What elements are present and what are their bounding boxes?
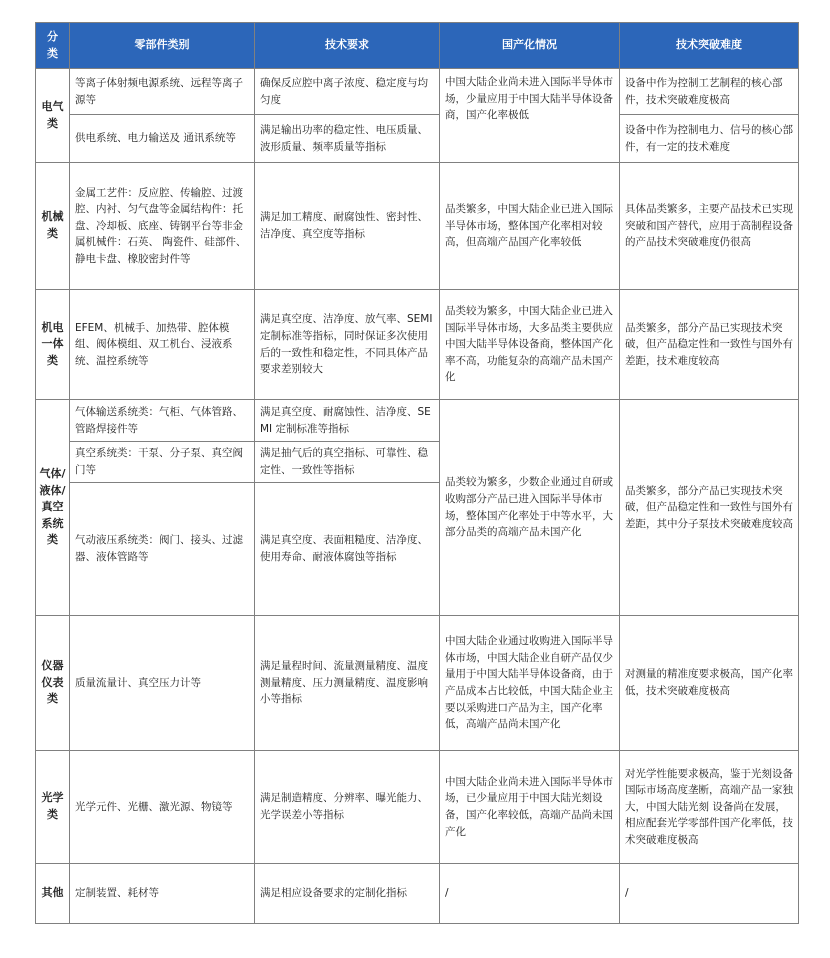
header-category: 分类 — [36, 23, 70, 69]
difficulty-cell: 设备中作为控制电力、信号的核心部件，有一定的技术难度 — [620, 115, 799, 163]
requirement-cell: 满足加工精度、耐腐蚀性、密封性、洁净度、真空度等指标 — [255, 163, 440, 290]
part-cell: 供电系统、电力输送及 通讯系统等 — [70, 115, 255, 163]
part-cell: 质量流量计、真空压力计等 — [70, 616, 255, 751]
requirement-cell: 满足真空度、表面粗糙度、洁净度、使用寿命、耐液体腐蚀等指标 — [255, 483, 440, 616]
category-instruments: 仪器仪表类 — [36, 616, 70, 751]
header-localization: 国产化情况 — [440, 23, 620, 69]
header-part-type: 零部件类别 — [70, 23, 255, 69]
part-cell: 定制装置、耗材等 — [70, 864, 255, 924]
part-cell: 气体输送系统类：气柜、气体管路、管路焊接件等 — [70, 400, 255, 442]
category-optical: 光学类 — [36, 751, 70, 864]
table-row — [36, 616, 799, 751]
requirement-cell: 满足真空度、洁净度、放气率、SEMI 定制标准等指标，同时保证多次使用后的一致性和稳定性，不同具体产品要求差别较大 — [255, 290, 440, 400]
localization-cell: 品类较为繁多，中国大陆企业已进入国际半导体市场，大多品类主要供应中国大陆半导体设备商，整体国产化率不高，功能复杂的高端产品未国产化 — [440, 290, 620, 400]
localization-cell: / — [440, 864, 620, 924]
part-cell: 气动液压系统类：阀门、接头、过滤器、液体管路等 — [70, 483, 255, 616]
localization-cell: 中国大陆企业通过收购进入国际半导体市场，中国大陆企业自研产品仅少量用于中国大陆半导体设备商，由于产品成本占比较低，中国大陆企业主要以采购进口产品为主，国产化率低，高端产品尚未国产化 — [440, 616, 620, 751]
localization-cell: 品类较为繁多，少数企业通过自研或收购部分产品已进入国际半导体市场，整体国产化率处于中等水平，大部分品类的高端产品未国产化 — [440, 400, 620, 616]
part-cell: 等离子体射频电源系统、远程等离子源等 — [70, 69, 255, 115]
category-gas-liquid-vacuum: 气体/液体/真空系统类 — [36, 400, 70, 616]
requirement-cell: 满足相应设备要求的定制化指标 — [255, 864, 440, 924]
table-row — [36, 69, 799, 115]
difficulty-cell: 对测量的精准度要求极高，国产化率低，技术突破难度极高 — [620, 616, 799, 751]
parts-table — [35, 22, 799, 924]
category-other: 其他 — [36, 864, 70, 924]
requirement-cell: 满足抽气后的真空指标、可靠性、稳定性、一致性等指标 — [255, 442, 440, 483]
header-row — [36, 23, 799, 69]
table-row — [36, 163, 799, 290]
table-row — [36, 864, 799, 924]
difficulty-cell: / — [620, 864, 799, 924]
part-cell: EFEM、机械手、加热带、腔体模组、阀体模组、双工机台、浸液系统、温控系统等 — [70, 290, 255, 400]
table-row — [36, 115, 799, 163]
localization-cell: 中国大陆企业尚未进入国际半导体市场，少量应用于中国大陆半导体设备商，国产化率极低 — [440, 69, 620, 163]
category-electromechanical: 机电一体类 — [36, 290, 70, 400]
part-cell: 金属工艺件：反应腔、传输腔、过渡腔、内衬、匀气盘等金属结构件：托盘、冷却板、底座、铸钢平台等非金属机械件：石英、 陶瓷件、硅部件、静电卡盘、橡胶密封件等 — [70, 163, 255, 290]
part-cell: 光学元件、光栅、激光源、物镜等 — [70, 751, 255, 864]
table-row — [36, 751, 799, 864]
parts-table-wrapper — [35, 22, 798, 924]
difficulty-cell: 对光学性能要求极高，鉴于光刻设备国际市场高度垄断，高端产品一家独大，中国大陆光刻 设备尚在发展，相应配套光学零部件国产化率低，技术突破难度极高 — [620, 751, 799, 864]
requirement-cell: 确保反应腔中离子浓度、稳定度与均匀度 — [255, 69, 440, 115]
part-cell: 真空系统类：干泵、分子泵、真空阀门等 — [70, 442, 255, 483]
difficulty-cell: 设备中作为控制工艺制程的核心部件，技术突破难度极高 — [620, 69, 799, 115]
requirement-cell: 满足输出功率的稳定性、电压质量、波形质量、频率质量等指标 — [255, 115, 440, 163]
difficulty-cell: 品类繁多，部分产品已实现技术突破，但产品稳定性和一致性与国外有差距，技术难度较高 — [620, 290, 799, 400]
header-difficulty: 技术突破难度 — [620, 23, 799, 69]
requirement-cell: 满足真空度、耐腐蚀性、洁净度、SEMI 定制标准等指标 — [255, 400, 440, 442]
header-tech-requirement: 技术要求 — [255, 23, 440, 69]
table-row — [36, 400, 799, 442]
category-mechanical: 机械类 — [36, 163, 70, 290]
category-electrical: 电气类 — [36, 69, 70, 163]
requirement-cell: 满足制造精度、分辨率、曝光能力、光学误差小等指标 — [255, 751, 440, 864]
difficulty-cell: 品类繁多，部分产品已实现技术突破，但产品稳定性和一致性与国外有差距，其中分子泵技术突破难度较高 — [620, 400, 799, 616]
difficulty-cell: 具体品类繁多，主要产品技术已实现突破和国产替代，应用于高制程设备的产品技术突破难度仍很高 — [620, 163, 799, 290]
localization-cell: 中国大陆企业尚未进入国际半导体市场，已少量应用于中国大陆光刻设备，国产化率较低，高端产品尚未国产化 — [440, 751, 620, 864]
requirement-cell: 满足量程时间、流量测量精度、温度测量精度、压力测量精度、温度影响小等指标 — [255, 616, 440, 751]
table-row — [36, 290, 799, 400]
localization-cell: 品类繁多，中国大陆企业已进入国际半导体市场，整体国产化率相对较高，但高端产品国产化率较低 — [440, 163, 620, 290]
